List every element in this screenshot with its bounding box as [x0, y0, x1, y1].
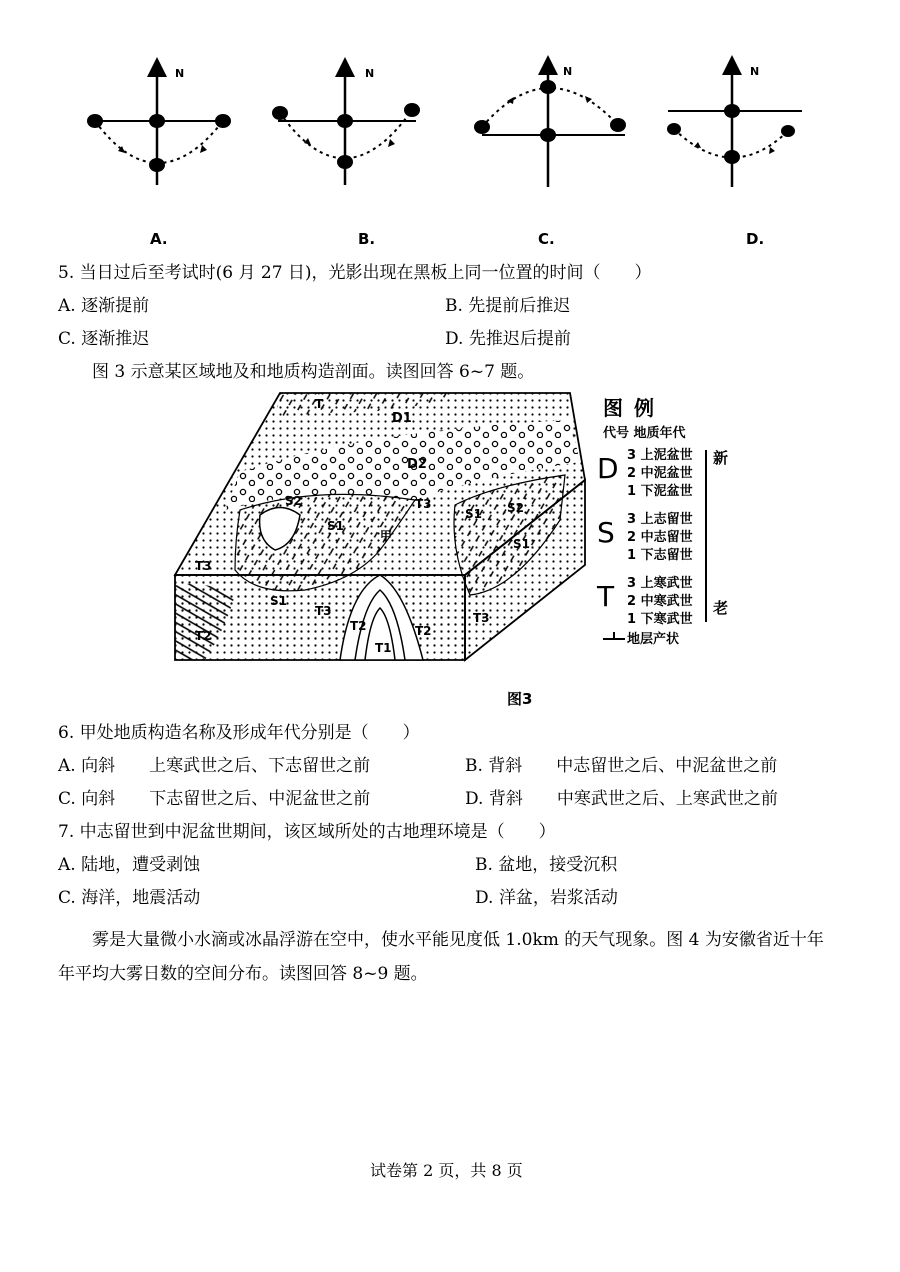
question-5-stem: 5. 当日过后至考试时(6 月 27 日)，光影出现在黑板上同一位置的时间（ ） — [58, 263, 652, 283]
block-label-t-top: T — [315, 397, 324, 411]
legend-code-t: T — [597, 580, 615, 613]
legend-d-3: 3 上泥盆世 — [627, 448, 693, 463]
sun-path-figure — [60, 55, 820, 255]
block-label-s1-front: S1 — [270, 594, 287, 608]
block-label-s2-left: S2 — [285, 494, 302, 508]
block-label-s1-far-right: S1 — [513, 537, 530, 551]
question-6-option-d[interactable]: D. 背斜 中寒武世之后、上寒武世之前 — [465, 789, 778, 809]
block-label-t2-left-face: T2 — [195, 629, 212, 643]
question-6-stem: 6. 甲处地质构造名称及形成年代分别是（ ） — [58, 723, 420, 743]
option-label-b: B. — [358, 230, 376, 248]
legend-s-1: 1 下志留世 — [627, 548, 693, 563]
block-label-s1-right: S1 — [465, 507, 482, 521]
legend-d-2: 2 中泥盆世 — [627, 466, 693, 481]
legend-code-s: S — [597, 516, 615, 549]
figure-3-intro: 图 3 示意某区域地及和地质构造剖面。读图回答 6~7 题。 — [92, 362, 535, 382]
block-label-s2-right: S2 — [507, 501, 524, 515]
legend-t-2: 2 中寒武世 — [627, 594, 693, 609]
block-label-t3-right-face: T3 — [473, 611, 490, 625]
page-footer: 试卷第 2 页，共 8 页 — [370, 1161, 523, 1180]
legend-code-d: D — [597, 452, 619, 485]
legend-age-bar — [705, 450, 707, 622]
legend-t-3: 3 上寒武世 — [627, 576, 693, 591]
sun-path-diagram-a — [87, 67, 231, 185]
question-7-option-a[interactable]: A. 陆地，遭受剥蚀 — [58, 855, 201, 875]
question-5-option-d[interactable]: D. 先推迟后提前 — [445, 329, 571, 349]
block-label-s1-left: S1 — [327, 519, 344, 533]
option-label-a: A. — [150, 230, 168, 248]
question-7-option-b[interactable]: B. 盆地，接受沉积 — [475, 855, 618, 875]
sun-path-diagram-c — [474, 65, 626, 187]
question-6-option-a[interactable]: A. 向斜 上寒武世之后、下志留世之前 — [58, 756, 371, 776]
block-label-d2: D2 — [407, 457, 427, 472]
sun-path-diagram-b — [272, 67, 420, 185]
legend-header: 代号 地质年代 — [603, 426, 686, 441]
legend-d-1: 1 下泥盆世 — [627, 484, 693, 499]
question-5-option-a[interactable]: A. 逐渐提前 — [58, 296, 150, 316]
legend-title: 图 例 — [603, 396, 656, 420]
question-5-option-b[interactable]: B. 先提前后推迟 — [445, 296, 571, 316]
legend-s-2: 2 中志留世 — [627, 530, 693, 545]
legend-old-label: 老 — [713, 599, 729, 617]
question-7-option-c[interactable]: C. 海洋，地震活动 — [58, 888, 201, 908]
north-label-c: N — [563, 65, 573, 78]
option-label-d: D. — [746, 230, 765, 248]
block-label-t1-front: T1 — [375, 641, 392, 655]
question-6-option-b[interactable]: B. 背斜 中志留世之后、中泥盆世之前 — [465, 756, 778, 776]
block-label-t2-front-left: T2 — [350, 619, 367, 633]
north-label-a: N — [175, 67, 185, 80]
fog-intro-paragraph: 雾是大量微小水滴或冰晶浮游在空中，使水平能见度低 1.0km 的天气现象。图 4 为安徽省近十年年平均大雾日数的空间分布。读图回答 8~9 题。 — [58, 930, 824, 984]
question-5-option-c[interactable]: C. 逐渐推迟 — [58, 329, 150, 349]
sun-path-diagram-d — [667, 65, 802, 187]
block-label-d1: D1 — [392, 411, 412, 426]
block-label-t2-front-right: T2 — [415, 624, 432, 638]
figure-3-caption: 图3 — [507, 690, 533, 708]
legend-attitude: 地层产状 — [627, 632, 680, 647]
block-label-t3-left: T3 — [195, 559, 212, 573]
legend-new-label: 新 — [713, 449, 729, 467]
question-6-option-c[interactable]: C. 向斜 下志留世之后、中泥盆世之前 — [58, 789, 371, 809]
option-label-c: C. — [538, 230, 555, 248]
block-label-t3-front: T3 — [315, 604, 332, 618]
question-7-stem: 7. 中志留世到中泥盆世期间，该区域所处的古地理环境是（ ） — [58, 822, 556, 842]
legend-s-3: 3 上志留世 — [627, 512, 693, 527]
block-label-jia: 甲 — [380, 529, 393, 543]
geology-block-diagram — [165, 390, 595, 665]
legend-t-1: 1 下寒武世 — [627, 612, 693, 627]
north-label-b: N — [365, 67, 375, 80]
figure-3-legend — [595, 392, 745, 654]
question-7-option-d[interactable]: D. 洋盆，岩浆活动 — [475, 888, 618, 908]
legend-attitude-tick — [613, 632, 615, 640]
north-label-d: N — [750, 65, 760, 78]
block-label-t3-center: T3 — [415, 497, 432, 511]
